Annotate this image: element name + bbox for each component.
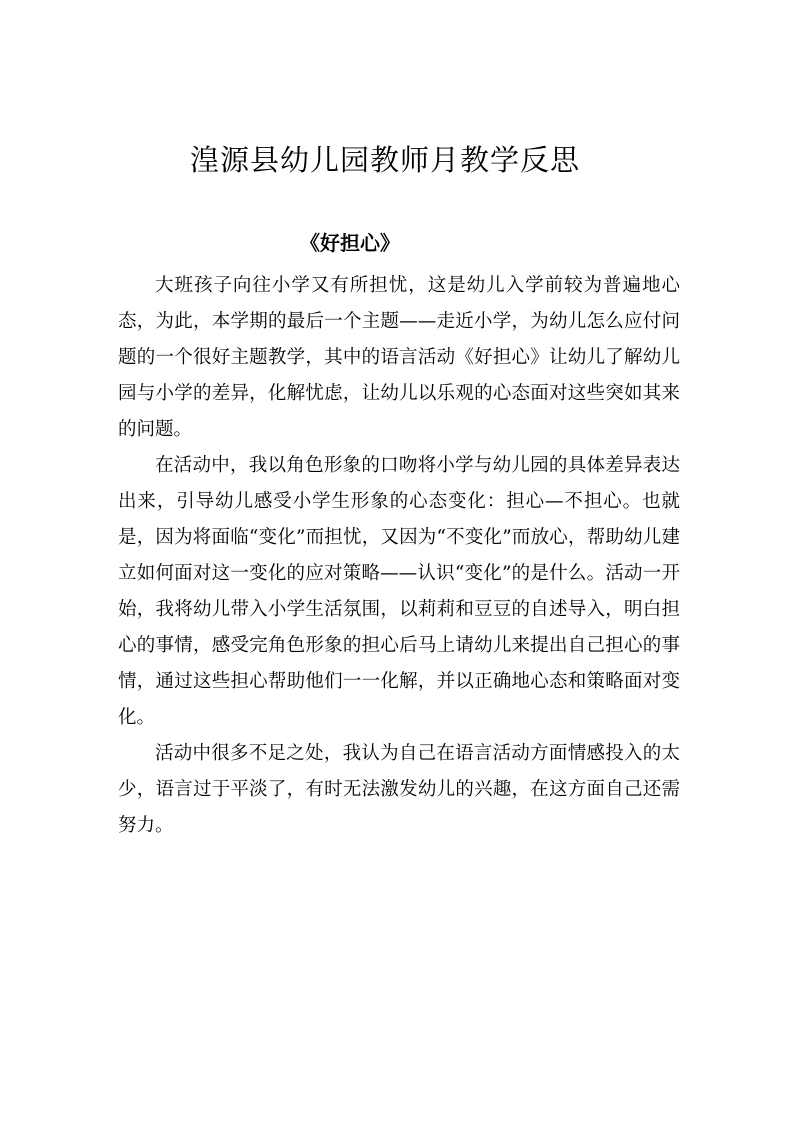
document-title: 湟源县幼儿园教师月教学反思 bbox=[190, 143, 581, 177]
body-paragraph: 活动中很多不足之处，我认为自己在语言活动方面情感投入的太少，语言过于平淡了，有时无法激发幼儿的兴趣，在这方面自己还需努力。 bbox=[118, 743, 680, 836]
body-paragraph: 大班孩子向往小学又有所担忧，这是幼儿入学前较为普遍地心态，为此，本学期的最后一个主题——走近小学，为幼儿怎么应付问题的一个很好主题教学，其中的语言活动《好担心》让幼儿了解幼儿园与小学的差异，化解忧虑，让幼儿以乐观的心态面对这些突如其来的问题。 bbox=[118, 275, 680, 440]
document-subtitle: 《好担心》 bbox=[300, 231, 400, 255]
body-paragraph: 在活动中，我以角色形象的口吻将小学与幼儿园的具体差异表达出来，引导幼儿感受小学生形象的心态变化：担心—不担心。也就是，因为将面临“变化”而担忧，又因为“不变化”而放心，帮助幼儿建立如何面对这一变化的应对策略——认识“变化”的是什么。活动一开始，我将幼儿带入小学生活氛围，以莉莉和豆豆的自述导入，明白担心的事情，感受完角色形象的担心后马上请幼儿来提出自己担心的事情，通过这些担心帮助他们一一化解，并以正确地心态和策略面对变化。 bbox=[118, 455, 680, 728]
document-body bbox=[118, 268, 680, 844]
